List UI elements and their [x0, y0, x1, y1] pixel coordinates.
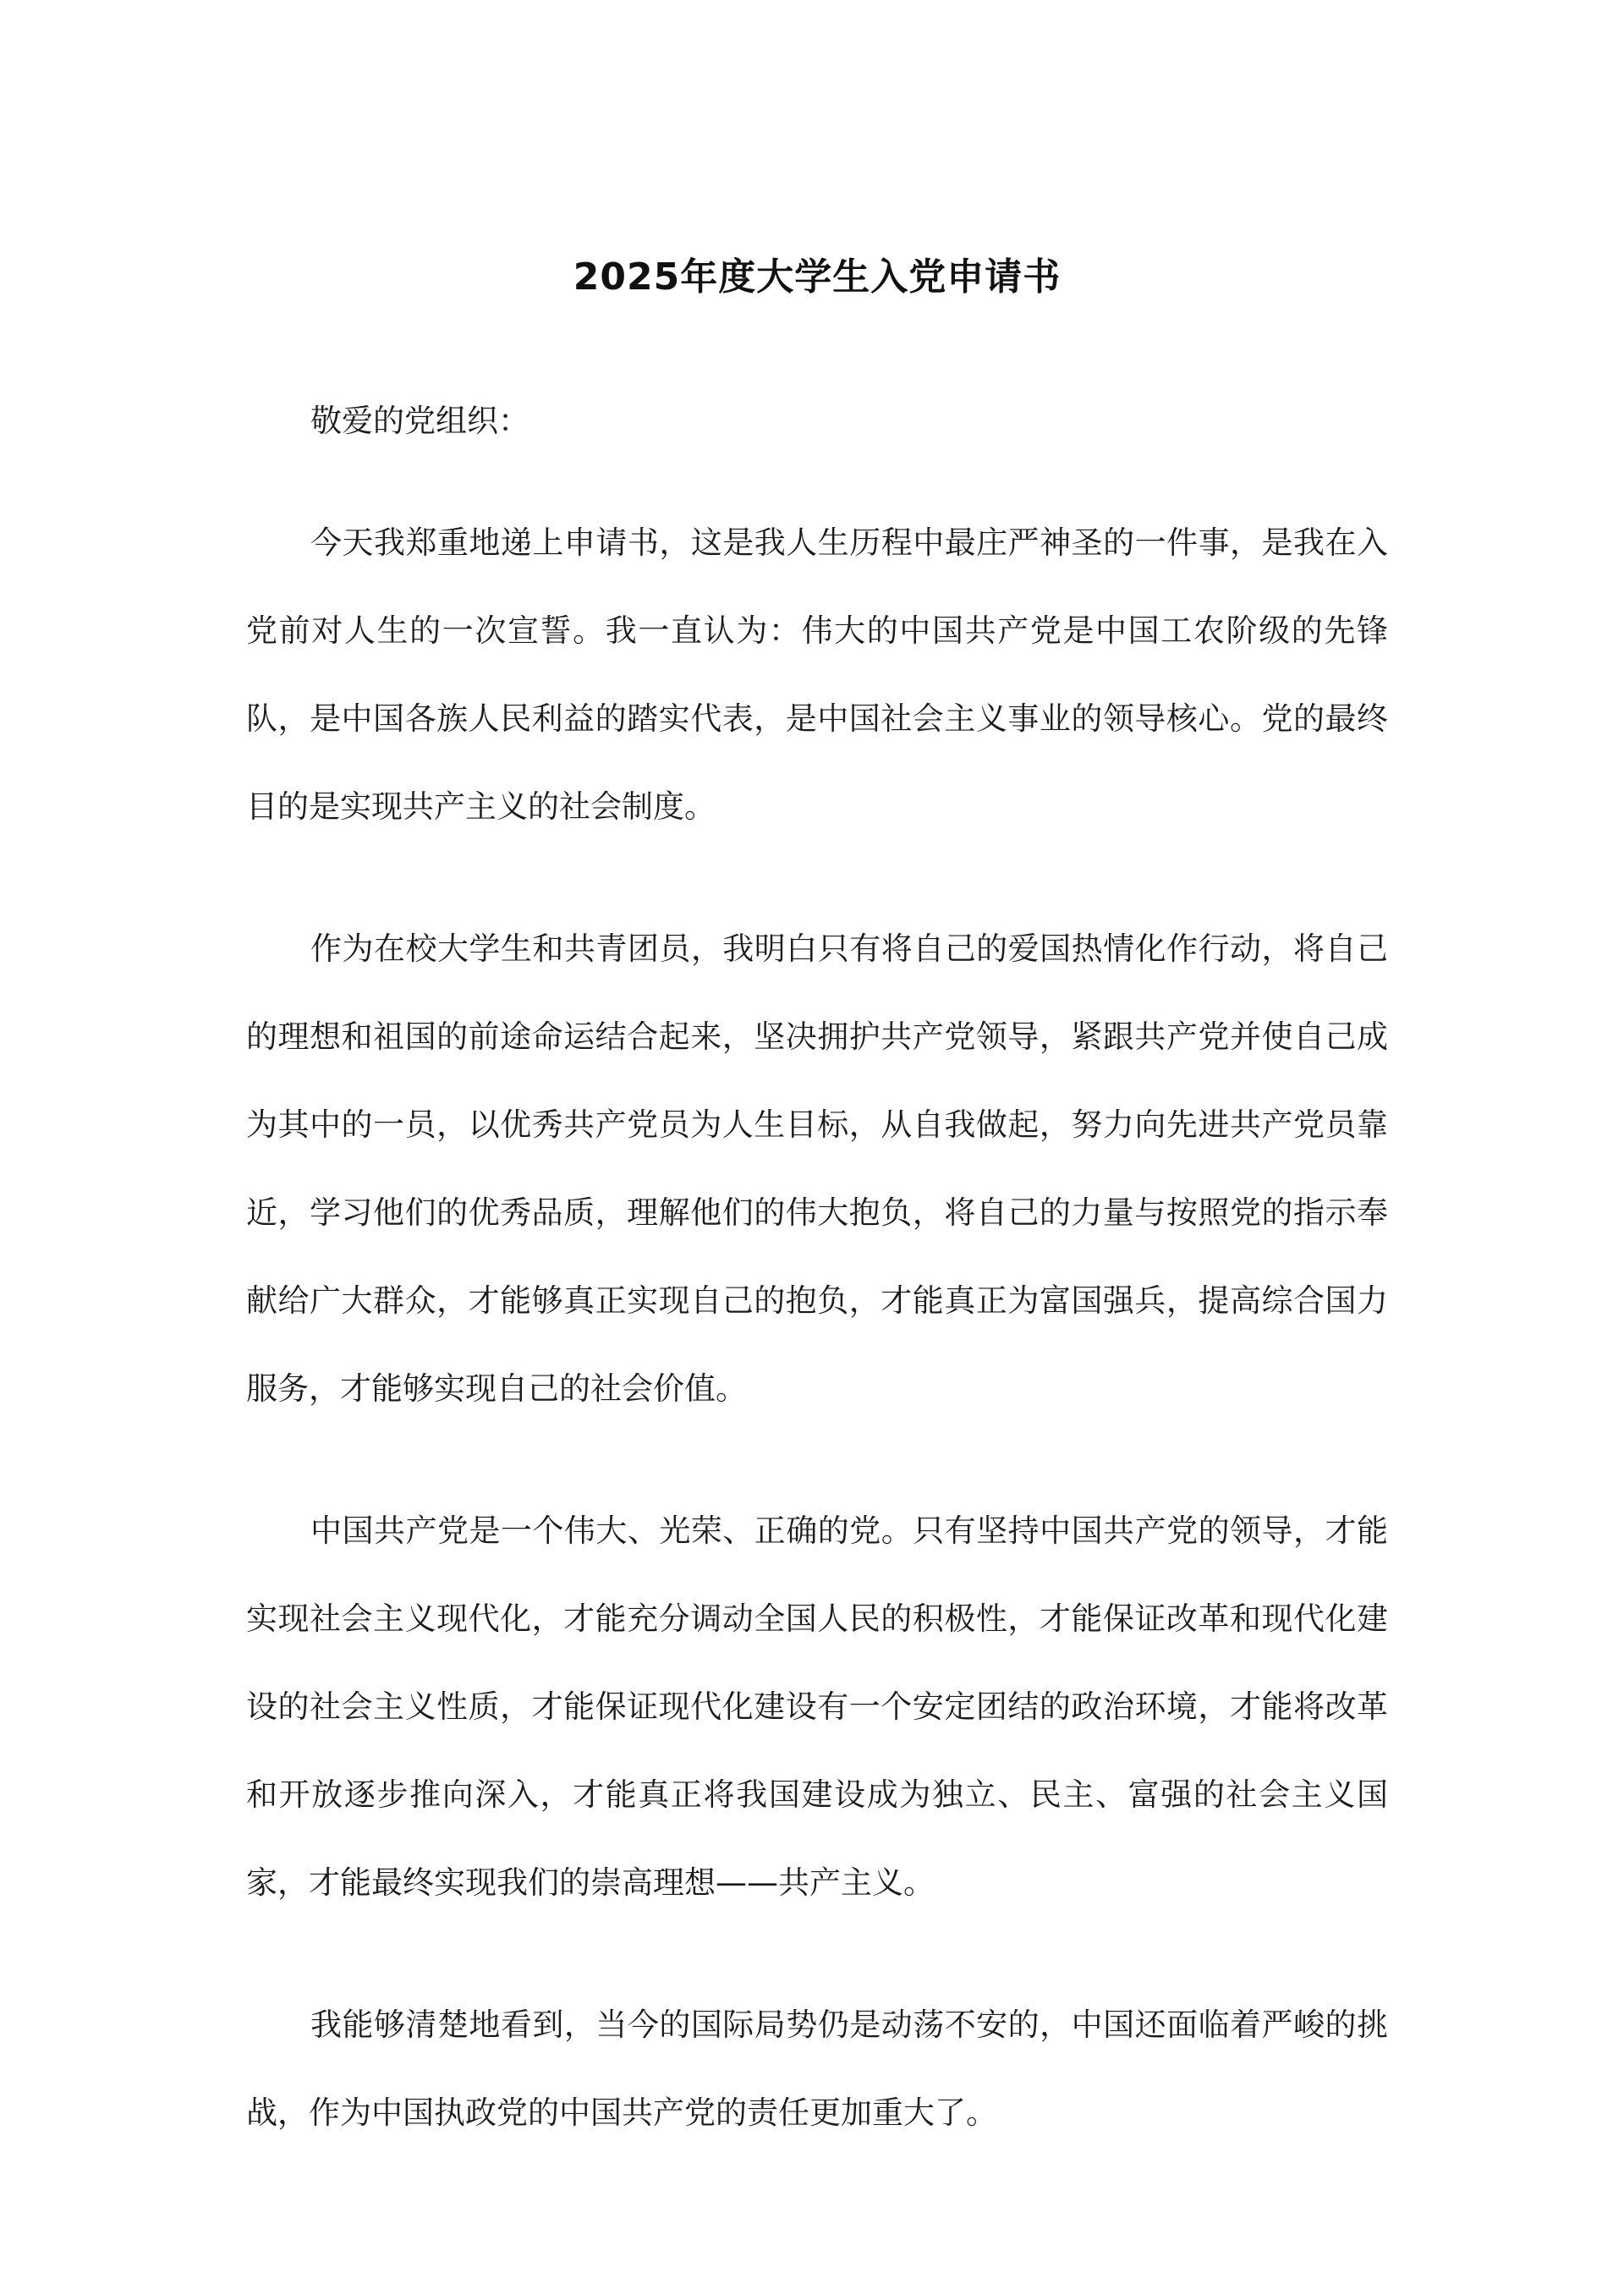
document-body: [246, 237, 1388, 2157]
document-title: 2025年度大学生入党申请书: [573, 255, 1062, 299]
paragraph-3: 中国共产党是一个伟大、光荣、正确的党。只有坚持中国共产党的领导，才能实现社会主义现代化，才能充分调动全国人民的积极性，才能保证改革和现代化建设的社会主义性质，才能保证现代化建设有一个安定团结的政治环境，才能将改革和开放逐步推向深入，才能真正将我国建设成为独立、民主、富强的社会主义国家，才能最终实现我们的崇高理想——共产主义。: [246, 1513, 1388, 1901]
salutation: 敬爱的党组织：: [310, 403, 529, 439]
paragraph-2: 作为在校大学生和共青团员，我明白只有将自己的爱国热情化作行动，将自己的理想和祖国的前途命运结合起来，坚决拥护共产党领导，紧跟共产党并使自己成为其中的一员，以优秀共产党员为人生目标，从自我做起，努力向先进共产党员靠近，学习他们的优秀品质，理解他们的伟大抱负，将自己的力量与按照党的指示奉献给广大群众，才能够真正实现自己的抱负，才能真正为富国强兵，提高综合国力服务，才能够实现自己的社会价值。: [246, 931, 1388, 1407]
paragraph-1: 今天我郑重地递上申请书，这是我人生历程中最庄严神圣的一件事，是我在入党前对人生的一次宣誓。我一直认为：伟大的中国共产党是中国工农阶级的先锋队，是中国各族人民利益的踏实代表，是中国社会主义事业的领导核心。党的最终目的是实现共产主义的社会制度。: [246, 524, 1388, 825]
paragraph-4: 我能够清楚地看到，当今的国际局势仍是动荡不安的，中国还面临着严峻的挑战，作为中国执政党的中国共产党的责任更加重大了。: [246, 2007, 1388, 2131]
